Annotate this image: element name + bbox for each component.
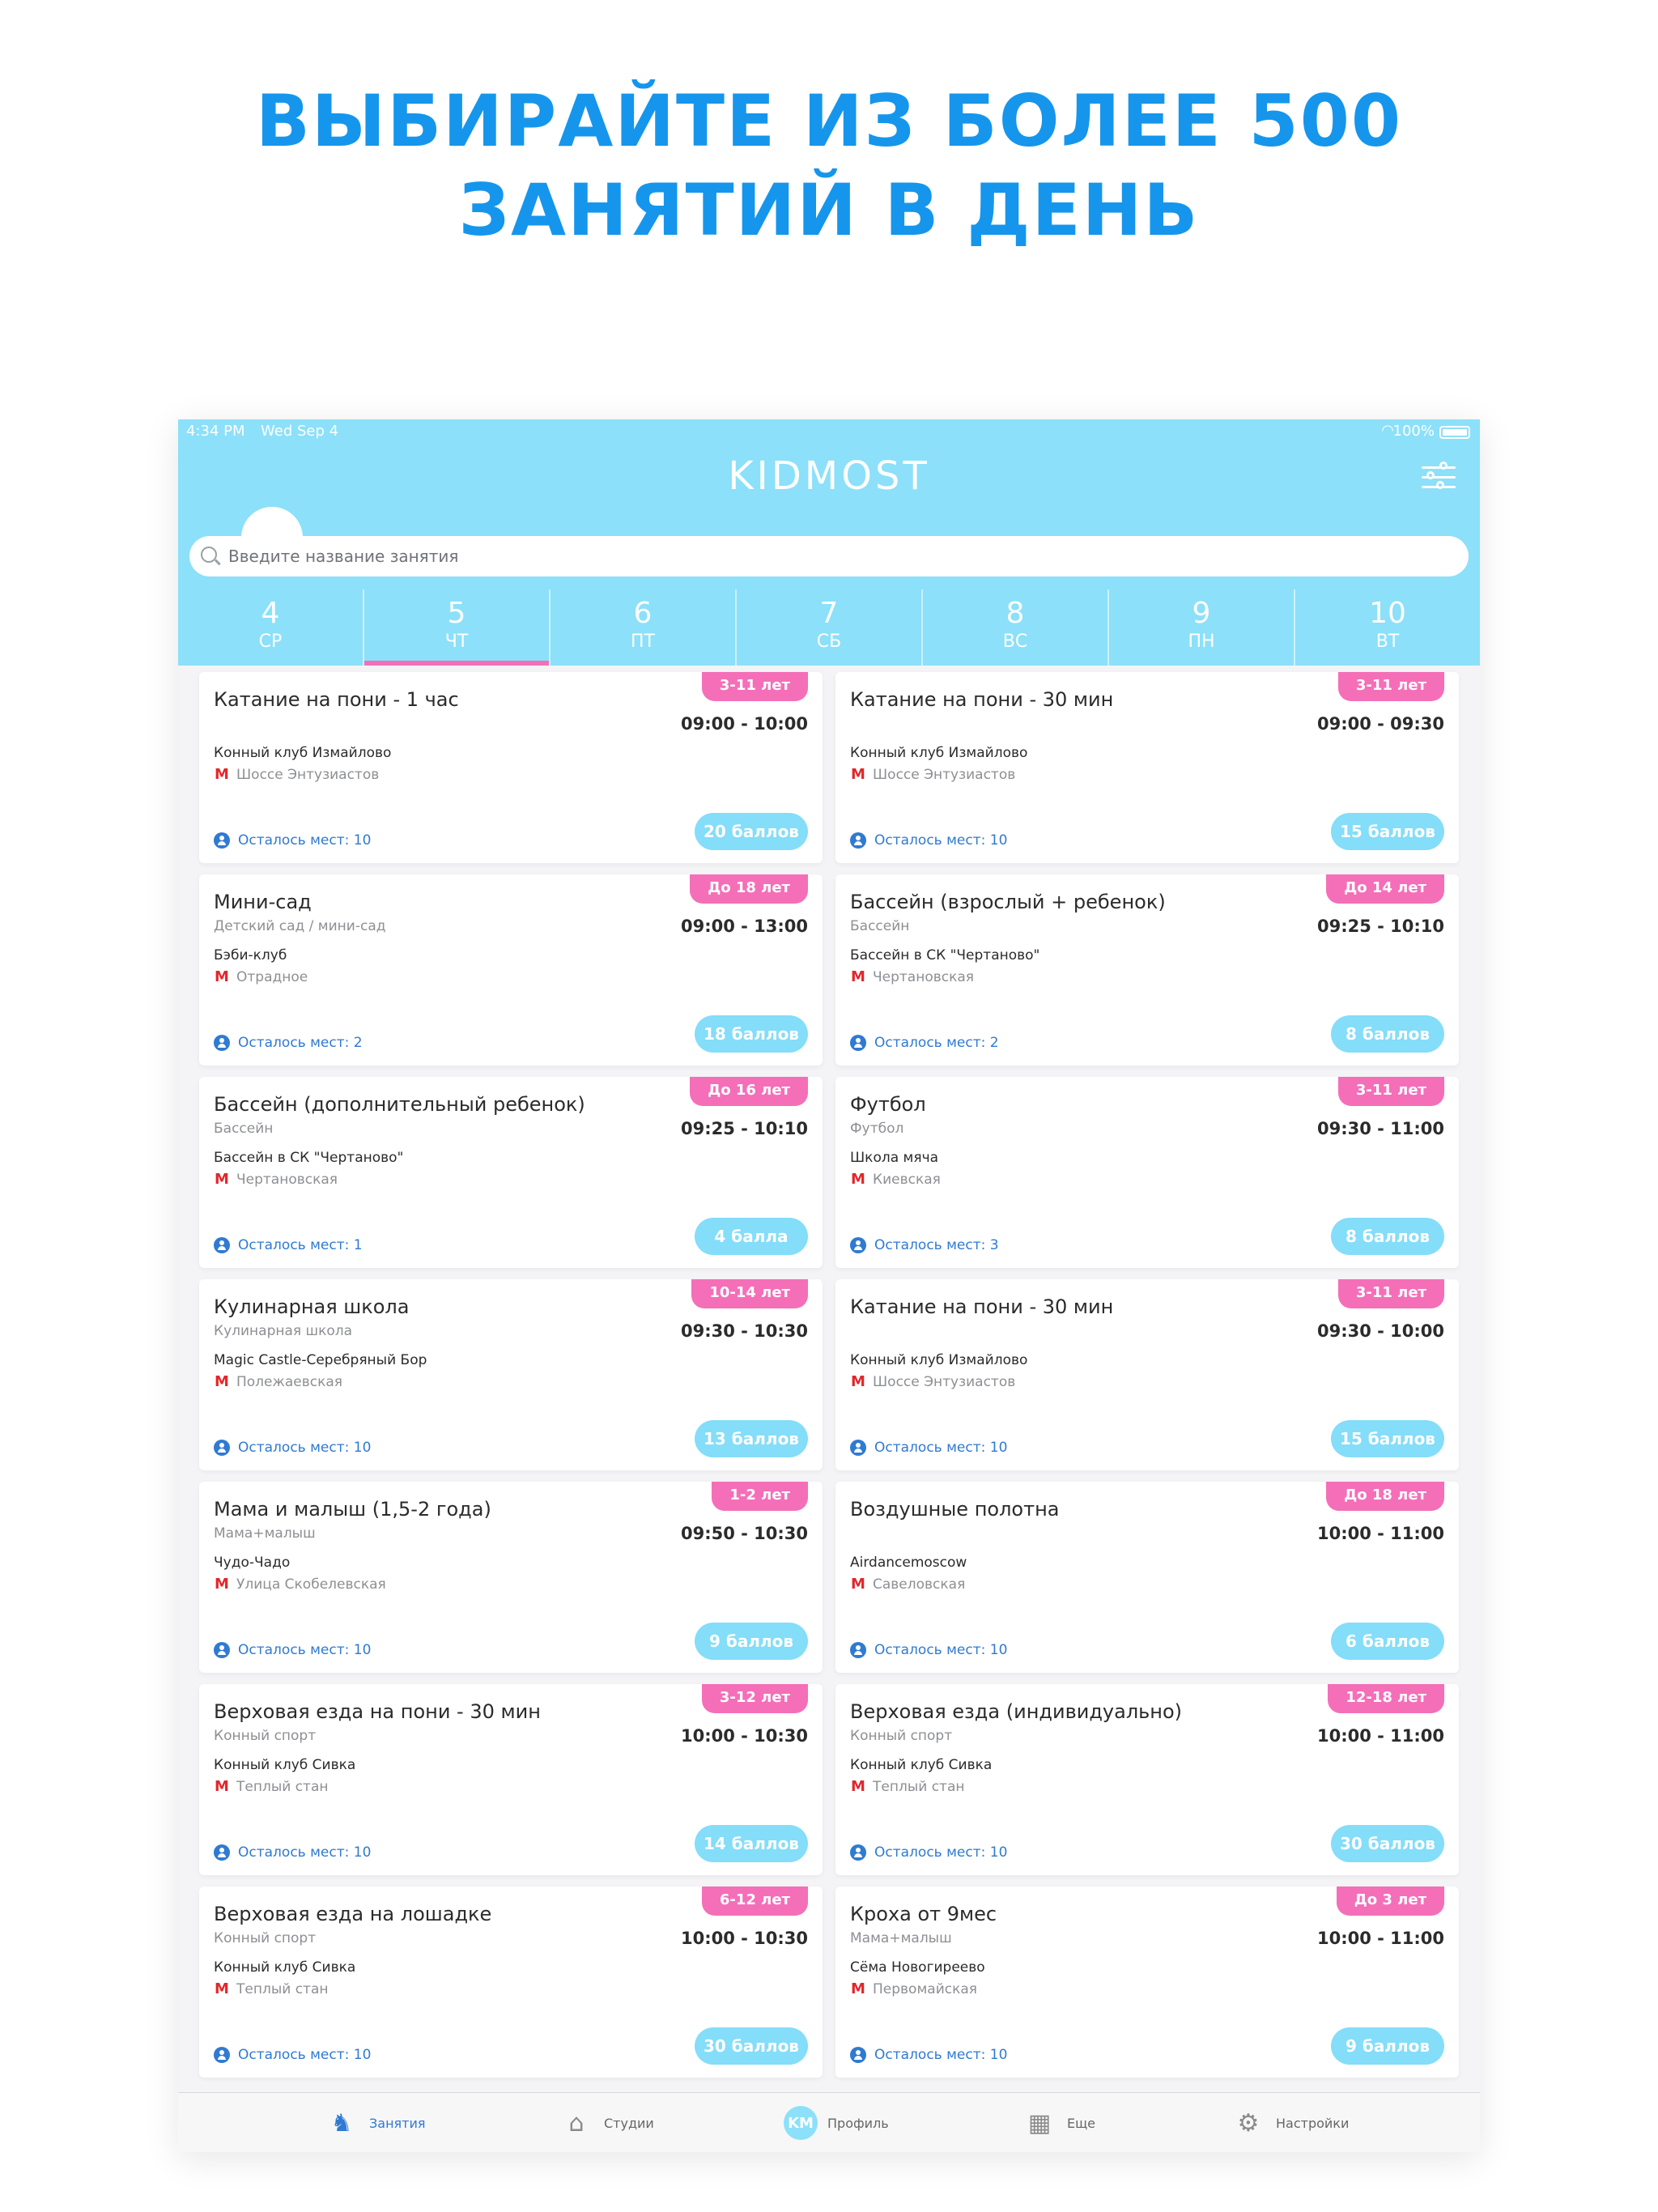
activity-title: Мини-сад [214, 891, 312, 913]
club-name: Конный клуб Сивка [214, 1757, 356, 1773]
activity-card[interactable] [835, 874, 1459, 1066]
activity-title: Катание на пони - 30 мин [850, 688, 1114, 711]
activity-category: Бассейн [214, 1121, 274, 1137]
age-badge: 3-12 лет [702, 1684, 808, 1713]
tab-profile[interactable] [784, 2093, 889, 2152]
points-badge[interactable]: 18 баллов [695, 1015, 808, 1053]
club-name: Конный клуб Измайлово [850, 745, 1028, 761]
metro-icon: М [851, 766, 865, 783]
tab-settings[interactable] [1231, 2093, 1349, 2152]
age-badge: 3-11 лет [702, 672, 808, 701]
activity-card[interactable] [199, 672, 823, 863]
battery-percent: 100% [1392, 423, 1435, 440]
activity-time: 09:30 - 10:00 [1316, 1321, 1444, 1341]
seats-text: Осталось мест: 10 [238, 1642, 372, 1658]
age-badge: 10-14 лет [691, 1279, 808, 1308]
metro-station [214, 1373, 342, 1390]
seats-left [850, 1035, 999, 1051]
user-icon [850, 2047, 866, 2063]
metro-station [850, 968, 974, 985]
metro-icon: М [851, 968, 865, 985]
metro-name: Шоссе Энтузиастов [873, 1373, 1016, 1390]
tab-label: Настройки [1276, 2115, 1350, 2131]
gear-icon: ⚙ [1237, 2108, 1260, 2138]
activity-time: 09:25 - 10:10 [680, 1119, 808, 1138]
day-number: 8 [1005, 597, 1025, 630]
activity-title: Мама и малыш (1,5-2 года) [214, 1498, 491, 1521]
day-tab[interactable] [363, 589, 549, 666]
seats-text: Осталось мест: 2 [874, 1035, 999, 1051]
tablet-screen [178, 419, 1480, 2152]
tab-label: Занятия [369, 2115, 426, 2131]
points-badge[interactable]: 20 баллов [695, 813, 808, 850]
age-badge: 1-2 лет [712, 1482, 808, 1511]
status-bar [178, 419, 1480, 445]
metro-name: Киевская [873, 1171, 941, 1188]
activity-time: 09:30 - 10:30 [680, 1321, 808, 1341]
date-selector [178, 589, 1480, 666]
club-name: Сёма Новогиреево [850, 1959, 985, 1976]
activity-category: Мама+малыш [214, 1525, 316, 1542]
seats-left [850, 1237, 999, 1253]
seats-left [214, 2047, 371, 2063]
tab-activities[interactable] [324, 2093, 426, 2152]
activity-title: Верховая езда на пони - 30 мин [214, 1700, 541, 1723]
metro-station [214, 1171, 338, 1188]
promo-headline [0, 77, 1658, 255]
search-input[interactable] [228, 536, 1443, 576]
avatar: KM [784, 2106, 818, 2140]
tab-label: Студии [604, 2115, 654, 2131]
age-badge: 12-18 лет [1328, 1684, 1444, 1713]
activity-time: 10:00 - 11:00 [1316, 1929, 1444, 1948]
age-badge: До 3 лет [1337, 1887, 1444, 1916]
club-name: Бассейн в СК "Чертаново" [850, 947, 1040, 963]
user-icon [850, 1642, 866, 1658]
club-name: Бэби-клуб [214, 947, 287, 963]
metro-icon: М [215, 968, 229, 985]
day-name: ПН [1188, 632, 1215, 652]
activity-category: Кулинарная школа [214, 1323, 353, 1339]
activity-card[interactable] [835, 1279, 1459, 1470]
seats-left [850, 1844, 1007, 1861]
activity-card[interactable] [835, 1887, 1459, 2078]
activity-title: Верховая езда (индивидуально) [850, 1700, 1183, 1723]
metro-name: Теплый стан [236, 1980, 329, 1997]
age-badge: До 18 лет [690, 874, 808, 904]
search-icon [201, 547, 217, 563]
points-badge[interactable]: 30 баллов [1331, 1825, 1444, 1862]
metro-icon: М [851, 1980, 865, 1997]
wifi-icon: ◠ [1381, 422, 1394, 439]
day-tab[interactable] [735, 589, 921, 666]
age-badge: До 18 лет [1326, 1482, 1444, 1511]
metro-name: Чертановская [873, 968, 975, 985]
activity-card[interactable] [199, 1482, 823, 1673]
club-name: Airdancemoscow [850, 1555, 967, 1571]
seats-text: Осталось мест: 3 [874, 1237, 999, 1253]
activity-category: Детский сад / мини-сад [214, 918, 386, 934]
seats-left [850, 832, 1007, 849]
activity-card[interactable] [199, 874, 823, 1066]
day-name: СР [258, 632, 283, 652]
seats-left [214, 1844, 371, 1861]
club-name: Конный клуб Измайлово [214, 745, 392, 761]
metro-icon: М [851, 1373, 865, 1390]
activity-title: Верховая езда на лошадке [214, 1903, 492, 1925]
app-header [178, 419, 1480, 666]
age-badge: 6-12 лет [702, 1887, 808, 1916]
activity-title: Кроха от 9мес [850, 1903, 997, 1925]
metro-name: Чертановская [236, 1171, 338, 1188]
user-icon [214, 1844, 230, 1861]
day-name: СБ [816, 632, 842, 652]
activity-card[interactable] [835, 1077, 1459, 1268]
metro-name: Теплый стан [236, 1778, 329, 1795]
club-name: Конный клуб Сивка [214, 1959, 356, 1976]
user-icon [214, 1237, 230, 1253]
metro-station [850, 1980, 977, 1997]
headline-line-2: ЗАНЯТИЙ В ДЕНЬ [458, 168, 1200, 252]
activity-time: 09:25 - 10:10 [1316, 917, 1444, 936]
day-number: 4 [261, 597, 280, 630]
user-icon [214, 1035, 230, 1051]
activity-card[interactable] [199, 1077, 823, 1268]
metro-station [850, 1373, 1015, 1390]
metro-station [214, 1778, 328, 1795]
app-logo: KIDMOST [728, 453, 930, 499]
seats-text: Осталось мест: 10 [238, 1440, 372, 1456]
day-number: 9 [1192, 597, 1211, 630]
club-name: Школа мяча [850, 1150, 939, 1166]
activity-category: Конный спорт [214, 1728, 317, 1744]
points-badge[interactable]: 6 баллов [1331, 1623, 1444, 1660]
seats-text: Осталось мест: 10 [874, 1642, 1008, 1658]
user-icon [850, 1237, 866, 1253]
activity-title: Кулинарная школа [214, 1295, 410, 1318]
day-name: ВС [1002, 632, 1028, 652]
club-name: Чудо-Чадо [214, 1555, 291, 1571]
activity-card[interactable] [835, 1482, 1459, 1673]
tab-more[interactable] [1022, 2093, 1095, 2152]
activity-time: 09:00 - 09:30 [1316, 714, 1444, 734]
points-badge[interactable]: 9 баллов [695, 1623, 808, 1660]
filter-icon[interactable] [1422, 462, 1456, 494]
activity-title: Воздушные полотна [850, 1498, 1060, 1521]
metro-station [850, 1171, 941, 1188]
activity-card[interactable] [199, 1279, 823, 1470]
activity-title: Катание на пони - 30 мин [850, 1295, 1114, 1318]
seats-text: Осталось мест: 10 [238, 1844, 372, 1861]
metro-icon: М [215, 1980, 229, 1997]
activity-time: 10:00 - 10:30 [680, 1929, 808, 1948]
day-number: 7 [819, 597, 839, 630]
day-number: 10 [1369, 597, 1406, 630]
seats-text: Осталось мест: 10 [874, 1440, 1008, 1456]
activity-category: Конный спорт [214, 1930, 317, 1946]
age-badge: До 14 лет [1326, 874, 1444, 904]
metro-station [850, 1778, 964, 1795]
day-tab[interactable] [1294, 589, 1480, 666]
activity-category: Бассейн [850, 918, 910, 934]
day-name: ПТ [631, 632, 655, 652]
club-name: Конный клуб Измайлово [850, 1352, 1028, 1368]
day-number: 5 [447, 597, 466, 630]
seats-left [850, 2047, 1007, 2063]
tab-bar [178, 2092, 1480, 2152]
metro-icon: М [215, 1778, 229, 1795]
tab-label: Еще [1067, 2115, 1096, 2131]
user-icon [850, 832, 866, 849]
points-badge[interactable]: 4 балла [695, 1218, 808, 1255]
activity-title: Бассейн (дополнительный ребенок) [214, 1093, 585, 1116]
tab-label: Профиль [827, 2115, 889, 2131]
points-badge[interactable]: 13 баллов [695, 1420, 808, 1457]
metro-station [214, 968, 308, 985]
metro-icon: М [851, 1171, 865, 1188]
club-name: Magic Castle-Серебряный Бор [214, 1352, 427, 1368]
user-icon [850, 1844, 866, 1861]
activity-title: Бассейн (взрослый + ребенок) [850, 891, 1166, 913]
user-icon [214, 832, 230, 849]
studio-icon: ⌂ [568, 2108, 585, 2138]
seats-text: Осталось мест: 1 [238, 1237, 363, 1253]
metro-station [214, 766, 379, 783]
points-badge[interactable]: 9 баллов [1331, 2027, 1444, 2065]
metro-name: Шоссе Энтузиастов [873, 766, 1016, 783]
age-badge: 3-11 лет [1338, 1279, 1444, 1308]
points-badge[interactable]: 15 баллов [1331, 1420, 1444, 1457]
seats-text: Осталось мест: 10 [874, 2047, 1008, 2063]
day-number: 6 [633, 597, 653, 630]
seats-left [214, 1440, 371, 1456]
activity-title: Футбол [850, 1093, 926, 1116]
activity-card[interactable] [199, 1887, 823, 2078]
day-tab[interactable] [921, 589, 1107, 666]
rocking-horse-icon: ♞ [330, 2108, 353, 2138]
headline-line-1: ВЫБИРАЙТЕ ИЗ БОЛЕЕ 500 [255, 79, 1403, 163]
metro-icon: М [215, 1576, 229, 1593]
activity-time: 09:00 - 10:00 [680, 714, 808, 734]
metro-name: Полежаевская [236, 1373, 342, 1390]
activity-time: 10:00 - 11:00 [1316, 1524, 1444, 1543]
club-name: Бассейн в СК "Чертаново" [214, 1150, 404, 1166]
activity-category: Футбол [850, 1121, 904, 1137]
points-badge[interactable]: 15 баллов [1331, 813, 1444, 850]
status-time: 4:34 PM [186, 423, 245, 440]
seats-text: Осталось мест: 10 [238, 2047, 372, 2063]
metro-station [850, 1576, 965, 1593]
activity-card[interactable] [199, 1684, 823, 1875]
seats-left [214, 1035, 363, 1051]
user-icon [850, 1035, 866, 1051]
activity-time: 10:00 - 10:30 [680, 1726, 808, 1746]
metro-icon: М [215, 1171, 229, 1188]
day-name: ВТ [1375, 632, 1400, 652]
metro-name: Первомайская [873, 1980, 978, 1997]
metro-icon: М [215, 1373, 229, 1390]
metro-icon: М [851, 1576, 865, 1593]
day-tab[interactable] [1107, 589, 1294, 666]
seats-text: Осталось мест: 10 [238, 832, 372, 849]
metro-station [214, 1576, 386, 1593]
seats-left [214, 832, 371, 849]
seats-left [850, 1642, 1007, 1658]
seats-text: Осталось мест: 10 [874, 832, 1008, 849]
age-badge: 3-11 лет [1338, 1077, 1444, 1106]
seats-left [214, 1237, 363, 1253]
activity-category: Конный спорт [850, 1728, 953, 1744]
user-icon [214, 2047, 230, 2063]
age-badge: 3-11 лет [1338, 672, 1444, 701]
metro-name: Теплый стан [873, 1778, 965, 1795]
metro-name: Улица Скобелевская [236, 1576, 386, 1593]
user-icon [850, 1440, 866, 1456]
metro-name: Савеловская [873, 1576, 966, 1593]
user-icon [214, 1642, 230, 1658]
battery-icon [1439, 426, 1470, 439]
activity-category: Мама+малыш [850, 1930, 952, 1946]
activity-time: 10:00 - 11:00 [1316, 1726, 1444, 1746]
club-name: Конный клуб Сивка [850, 1757, 993, 1773]
activity-time: 09:00 - 13:00 [680, 917, 808, 936]
metro-name: Шоссе Энтузиастов [236, 766, 380, 783]
metro-station [850, 766, 1015, 783]
activity-time: 09:30 - 11:00 [1316, 1119, 1444, 1138]
seats-left [850, 1440, 1007, 1456]
blocks-icon: ▦ [1027, 2108, 1052, 2138]
day-name: ЧТ [444, 632, 469, 652]
activity-time: 09:50 - 10:30 [680, 1524, 808, 1543]
seats-left [214, 1642, 371, 1658]
metro-name: Отрадное [236, 968, 308, 985]
day-tab[interactable] [178, 589, 363, 666]
metro-icon: М [215, 766, 229, 783]
points-badge[interactable]: 8 баллов [1331, 1015, 1444, 1053]
tab-studios[interactable] [559, 2093, 654, 2152]
day-tab[interactable] [549, 589, 735, 666]
age-badge: До 16 лет [690, 1077, 808, 1106]
points-badge[interactable]: 8 баллов [1331, 1218, 1444, 1255]
activity-card[interactable] [835, 1684, 1459, 1875]
search-bar[interactable] [189, 536, 1469, 576]
user-icon [214, 1440, 230, 1456]
points-badge[interactable]: 30 баллов [695, 2027, 808, 2065]
seats-text: Осталось мест: 10 [874, 1844, 1008, 1861]
status-date: Wed Sep 4 [261, 423, 339, 440]
metro-station [214, 1980, 328, 1997]
activity-card[interactable] [835, 672, 1459, 863]
seats-text: Осталось мест: 2 [238, 1035, 363, 1051]
activity-title: Катание на пони - 1 час [214, 688, 459, 711]
points-badge[interactable]: 14 баллов [695, 1825, 808, 1862]
metro-icon: М [851, 1778, 865, 1795]
